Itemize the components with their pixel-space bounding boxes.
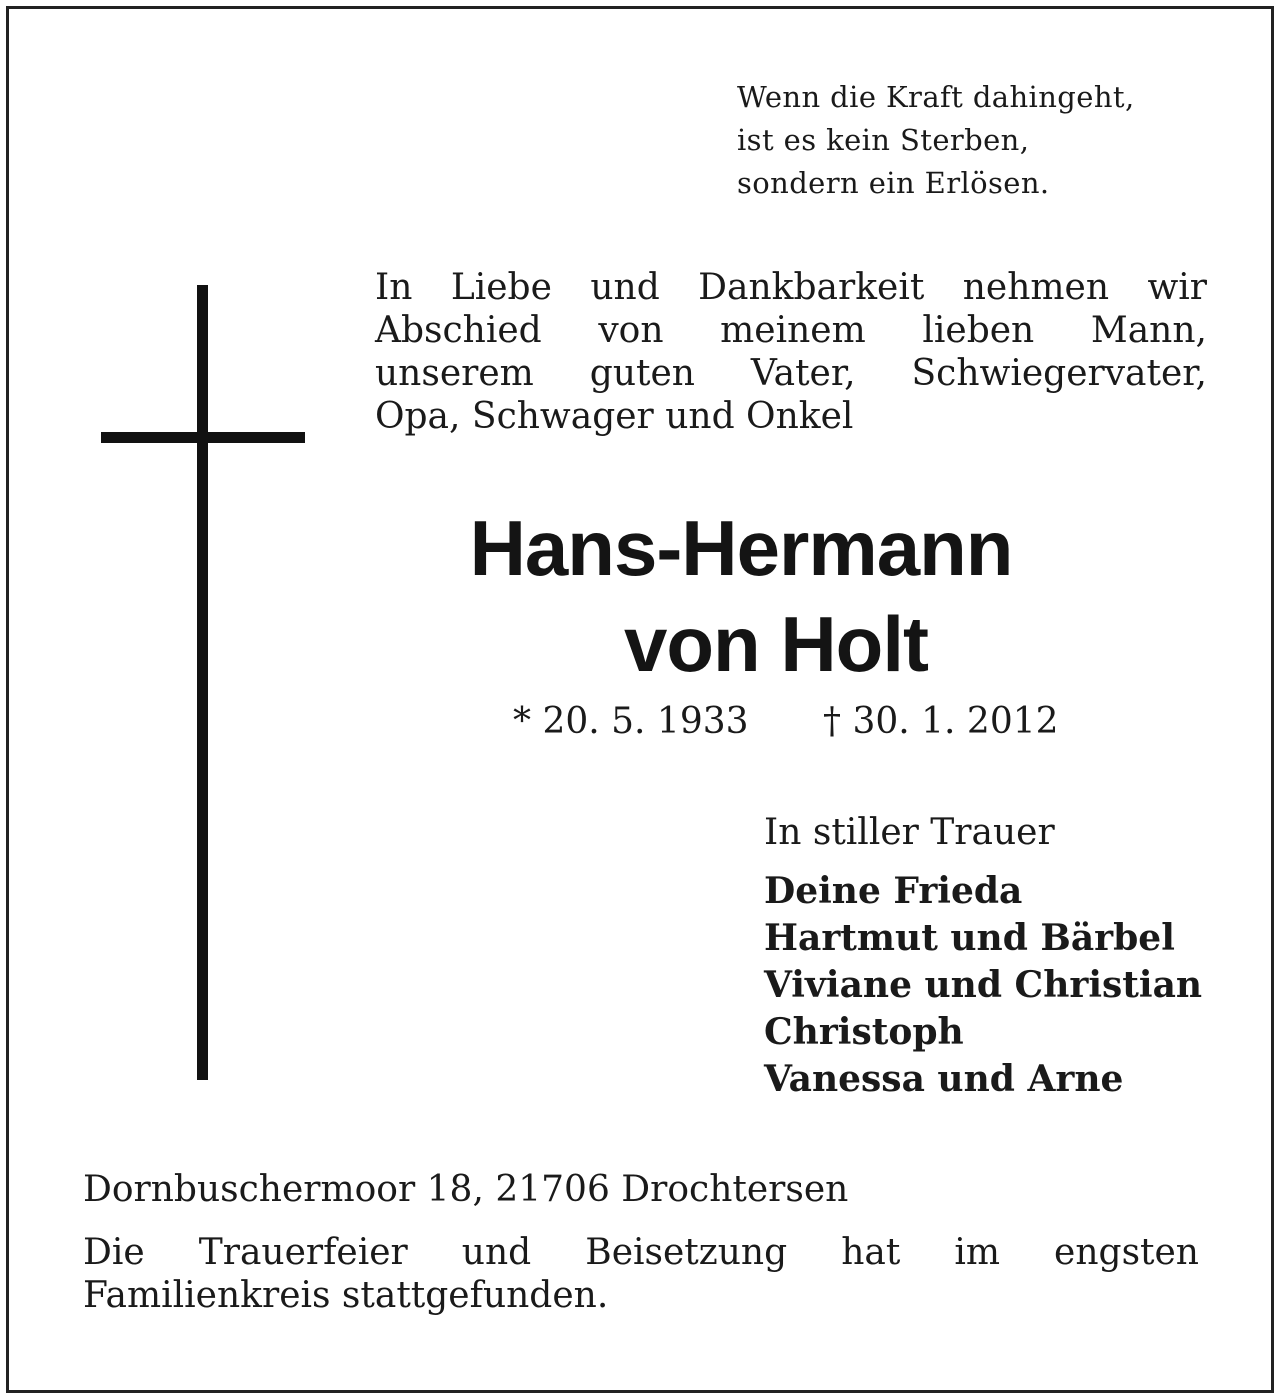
note-line: Die Trauerfeier und Beisetzung hat im engsten: [83, 1232, 1199, 1273]
family-address: Dornbuschermoor 18, 21706 Drochtersen: [83, 1169, 849, 1210]
intro-text: [375, 266, 1207, 438]
deceased-first-name: Hans-Hermann: [469, 504, 1013, 592]
birth-date: * 20. 5. 1933: [513, 701, 749, 742]
motto-line: Wenn die Kraft dahingeht,: [737, 80, 1135, 114]
deceased-name: [375, 500, 1207, 692]
note-line: Familienkreis stattgefunden.: [83, 1275, 609, 1316]
mourner-name: Viviane und Christian: [764, 964, 1203, 1006]
motto-line: ist es kein Sterben,: [737, 123, 1030, 157]
mourners-block: [764, 810, 1244, 1103]
cross-vertical-bar: [197, 285, 208, 1080]
intro-line: unserem guten Vater, Schwiegervater,: [375, 353, 1207, 394]
mourner-name: Christoph: [764, 1011, 964, 1053]
motto-verse: [737, 76, 1257, 205]
intro-line: Abschied von meinem lieben Mann,: [375, 310, 1207, 351]
mourner-name: Deine Frieda: [764, 870, 1023, 912]
deceased-last-name: von Holt: [624, 600, 928, 688]
cross-horizontal-bar: [101, 432, 305, 443]
mourner-name: Hartmut und Bärbel: [764, 917, 1175, 959]
intro-line: Opa, Schwager und Onkel: [375, 396, 854, 437]
mourner-name: Vanessa und Arne: [764, 1058, 1124, 1100]
motto-line: sondern ein Erlösen.: [737, 166, 1050, 200]
funeral-note: [83, 1231, 1199, 1317]
mourning-phrase: In stiller Trauer: [764, 812, 1055, 853]
intro-line: In Liebe und Dankbarkeit nehmen wir: [375, 267, 1207, 308]
death-date: † 30. 1. 2012: [823, 701, 1059, 742]
